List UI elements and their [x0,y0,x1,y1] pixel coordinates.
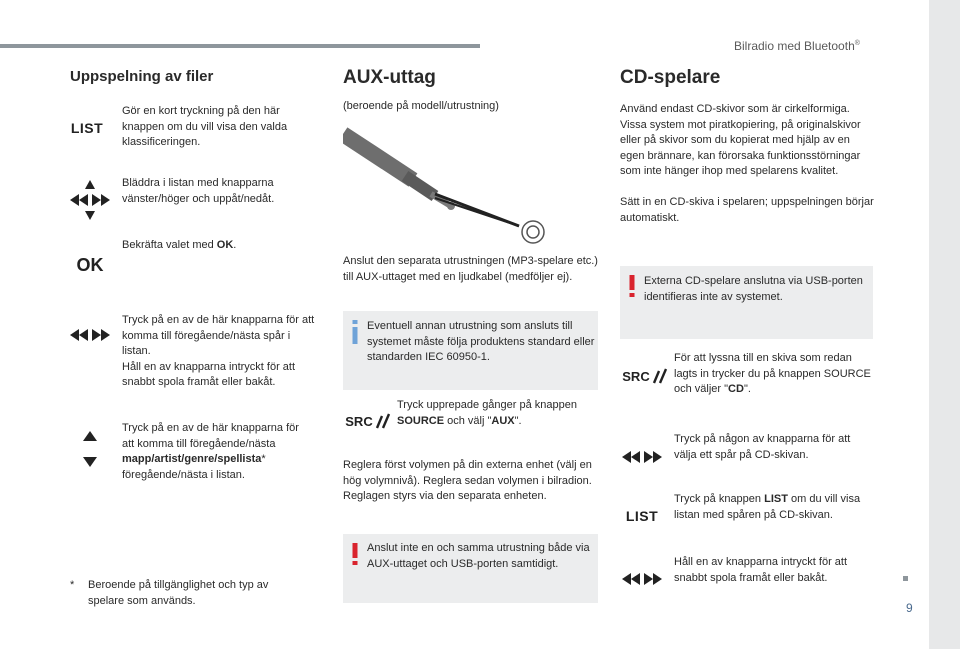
header-title: Bilradio med Bluetooth® [734,39,860,53]
warning-icon [629,275,635,297]
row-track-text: Tryck på en av de här knapparna för att komma till föregående/nästa spår i listan. Håll en av knapparna intryckt för att snabbt spola framåt eller bakåt. [122,314,315,388]
left-right-arrows-icon [68,325,112,345]
cd-source-text: För att lyssna till en skiva som redan lagts in trycker du på knappen SOURCE och väljer "CD". [674,352,871,395]
four-arrows-icon [68,180,112,220]
footnote-text: Beroende på tillgänglighet och typ av spelare som används. [88,579,269,607]
left-right-arrows-icon [620,569,664,589]
src-button-icon: SRC [620,365,670,387]
ok-button-icon: OK [76,254,104,275]
aux-warning-text: Anslut inte en och samma utrustning både via AUX-uttaget och USB-porten samtidigt. [367,542,590,570]
row-folder-text: Tryck på en av de här knapparna för att komma till föregående/nästa mapp/artist/genre/spellista* föregående/nästa i listan. [122,422,299,481]
aux-para1: Anslut den separata utrustningen (MP3-spelare etc.) till AUX-uttaget med en ljudkabel (medföljer ej). [343,255,598,283]
header-bar [0,44,480,48]
cd-warning-note [620,266,873,339]
cd-warning-text: Externa CD-spelare anslutna via USB-porten identifieras inte av systemet. [644,275,863,303]
list-button-icon: LIST [625,508,659,524]
info-icon [352,320,358,344]
left-right-arrows-icon [620,447,664,467]
aux-warning-note [343,534,598,603]
aux-source-text: Tryck upprepade gånger på knappen SOURCE och välj "AUX". [397,399,577,427]
aux-info-note [343,311,598,390]
up-down-arrows-icon [80,430,100,468]
cd-para1: Använd endast CD-skivor som är cirkelformiga. Vissa system mot piratkopiering, på originalskivor eller på skivor som du kopierat med hjälp av en egen brännare, kan förorsaka funktionsstörningar som inte hänger ihop med spelarens kvalitet. [620,103,861,177]
cd-track-text: Tryck på någon av knapparna för att välja ett spår på CD-skivan. [674,433,851,461]
page-edge-band [929,0,960,649]
row-confirm-text: Bekräfta valet med OK. [122,239,237,251]
section-title-cd: CD-spelare [620,67,721,88]
src-button-icon: SRC [343,410,393,432]
section-title-aux: AUX-uttag [343,67,436,88]
aux-para2: Reglera först volymen på din externa enhet (välj en hög volymnivå). Reglera sedan volymen i bilradion. Reglagen styrs via den separata enheten. [343,459,592,502]
aux-subtitle: (beroende på modell/utrustning) [343,100,499,112]
page-marker [903,576,908,581]
cd-fast-forward-text: Håll en av knapparna intryckt för att snabbt spola framåt eller bakåt. [674,556,848,584]
page-number: 9 [906,601,913,615]
row-navigate-text: Bläddra i listan med knapparna vänster/höger och uppåt/nedåt. [122,177,275,205]
warning-icon [352,543,358,565]
list-button-icon: LIST [70,120,104,136]
row-list-text: Gör en kort tryckning på den här knappen om du vill visa den valda klassificeringen. [122,105,288,148]
section-title-playback: Uppspelning av filer [70,68,214,85]
footnote-star: * [70,579,75,591]
cd-para2: Sätt in en CD-skiva i spelaren; uppspelningen börjar automatiskt. [620,196,874,224]
aux-info-text: Eventuell annan utrustning som ansluts till systemet måste följa produktens standard eller standarden IEC 60950-1. [367,320,595,363]
aux-cable-illustration [343,126,553,246]
cd-list-text: Tryck på knappen LIST om du vill visa listan med spåren på CD-skivan. [674,493,861,521]
